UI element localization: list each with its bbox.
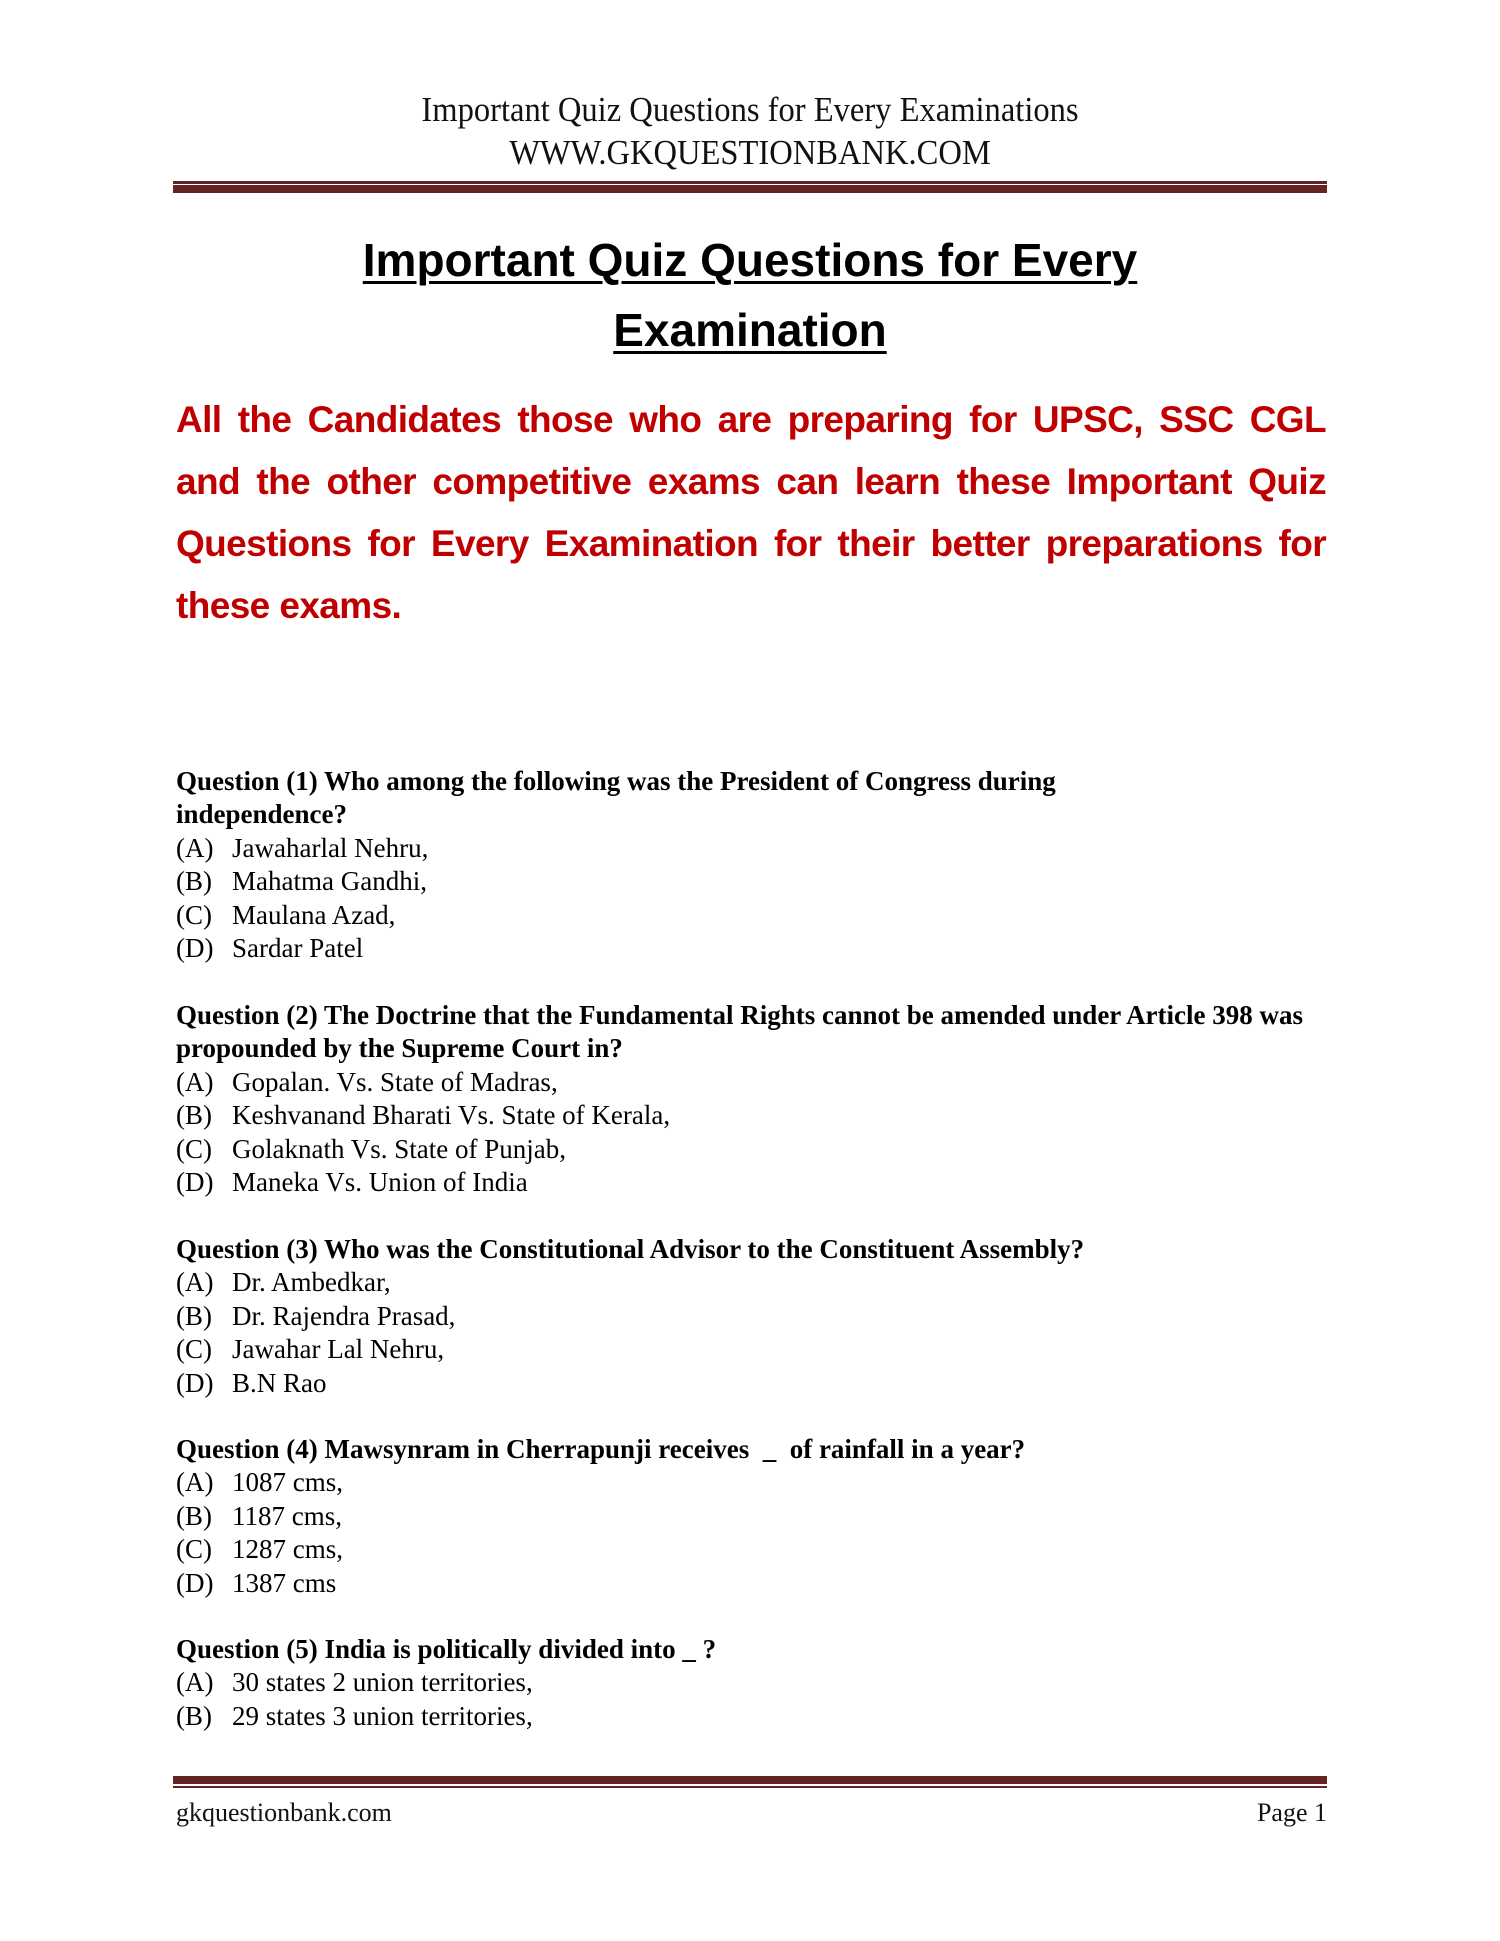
document-title-line2: Examination bbox=[613, 304, 887, 356]
option-d: (D) Sardar Patel bbox=[176, 933, 364, 964]
option-a: (A) 1087 cms, bbox=[176, 1467, 343, 1498]
question-block-2 bbox=[176, 999, 1336, 1199]
question-text: Question (1) Who among the following was the President of Congress during independence? bbox=[176, 766, 1056, 830]
option-a: (A) Jawaharlal Nehru, bbox=[176, 832, 429, 863]
footer-rule-thin bbox=[173, 1786, 1327, 1788]
option-c: (C) Jawahar Lal Nehru, bbox=[176, 1334, 445, 1365]
footer-website: gkquestionbank.com bbox=[176, 1798, 392, 1827]
option-c: (C) Maulana Azad, bbox=[176, 899, 396, 930]
running-header-website: WWW.GKQUESTIONBANK.COM bbox=[509, 133, 991, 172]
option-d: (D) 1387 cms bbox=[176, 1567, 337, 1598]
running-header-title: Important Quiz Questions for Every Examinations bbox=[421, 90, 1079, 129]
footer-rule-thick bbox=[173, 1776, 1327, 1784]
option-a: (A) Gopalan. Vs. State of Madras, bbox=[176, 1066, 558, 1097]
option-a: (A) 30 states 2 union territories, bbox=[176, 1667, 533, 1698]
option-a: (A) Dr. Ambedkar, bbox=[176, 1267, 391, 1298]
option-d: (D) Maneka Vs. Union of India bbox=[176, 1167, 528, 1198]
option-b: (B) Mahatma Gandhi, bbox=[176, 866, 427, 897]
page-number: Page 1 bbox=[1256, 1798, 1327, 1827]
option-b: (B) 1187 cms, bbox=[176, 1500, 342, 1531]
option-b: (B) 29 states 3 union territories, bbox=[176, 1700, 533, 1731]
question-text: Question (4) Mawsynram in Cherrapunji receives _ of rainfall in a year? bbox=[176, 1434, 1026, 1464]
question-text: Question (2) The Doctrine that the Fundamental Rights cannot be amended under Article 398 was propounded by the Supreme Court in? bbox=[176, 1000, 1304, 1064]
document-title-line1: Important Quiz Questions for Every bbox=[362, 234, 1138, 286]
question-block-5 bbox=[176, 1633, 1336, 1733]
header-rule-thin bbox=[173, 181, 1327, 184]
option-b: (B) Dr. Rajendra Prasad, bbox=[176, 1300, 456, 1331]
header-rule-thick bbox=[173, 185, 1327, 193]
option-c: (C) Golaknath Vs. State of Punjab, bbox=[176, 1133, 566, 1164]
question-text: Question (5) India is politically divided into _ ? bbox=[176, 1634, 717, 1664]
option-b: (B) Keshvanand Bharati Vs. State of Kerala, bbox=[176, 1100, 671, 1131]
question-text: Question (3) Who was the Constitutional Advisor to the Constituent Assembly? bbox=[176, 1234, 1085, 1264]
question-block-3 bbox=[176, 1233, 1336, 1400]
option-c: (C) 1287 cms, bbox=[176, 1534, 343, 1565]
question-block-4 bbox=[176, 1433, 1336, 1600]
question-block-1 bbox=[176, 765, 1336, 965]
intro-paragraph: All the Candidates those who are preparing for UPSC, SSC CGL and the other competitive exams can learn these Important Quiz Questions for Every Examination for their better preparations for these exams. bbox=[176, 399, 1326, 626]
option-d: (D) B.N Rao bbox=[176, 1367, 327, 1398]
